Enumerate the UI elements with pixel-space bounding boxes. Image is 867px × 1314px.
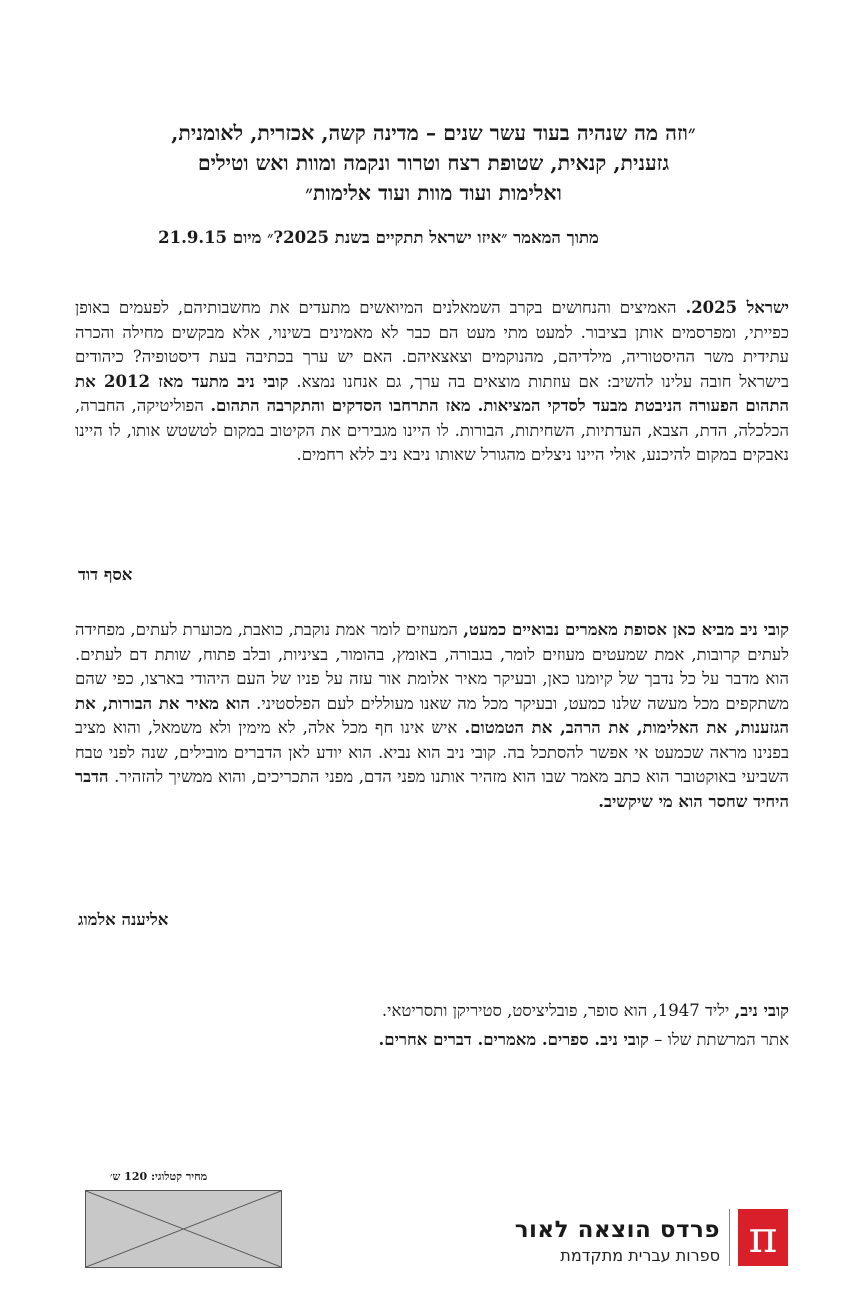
pull-quote: [60, 118, 807, 208]
quote-line-3: ואלימות ועוד מוות ועוד אלימות״: [305, 181, 562, 205]
blurb-second-emphasis-2: הדבר היחיד שחסר הוא מי שיקשיב.: [75, 767, 789, 811]
author-site-name: קובי ניב. ספרים. מאמרים. דברים אחרים.: [378, 1030, 649, 1049]
catalog-price: מחיר קטלוגי: 120 ש׳: [110, 1170, 208, 1183]
quote-source: מתוך המאמר ״איזו ישראל תתקיים בשנת 2025?״ מיום 21.9.15: [158, 228, 599, 247]
blurb-second-text-a: המעוזים לומר אמת נוקבת, כואבת, מכוערת לעתים, מפחידה לעתים קרובות, אמת שמעטים מעוזים לומר, בגבורה, באומץ, בהומור, בציניות, ובלב פתוח, שותת דם לעתים. הוא מדבר על כל נדבך של קיומנו כאן, ובעיקר מאיר אלומת אור עזה על פניו של העם היהודי בארצו, כפי שהם משתקפים מכל מעשה שלנו כמעט, ובעיקר מכל מה שאנו מעוללים לעם הפלסטיני.: [75, 620, 789, 713]
blurb-first-lead: ישראל 2025.: [685, 298, 789, 317]
publisher-tagline: ספרות עברית מתקדמת: [560, 1246, 720, 1265]
blurb-first: [75, 296, 789, 468]
author-site-label: אתר המרשתת שלו –: [648, 1030, 789, 1049]
signature-second: אליענה אלמוג: [78, 910, 169, 929]
blurb-second-emphasis: הוא מאיר את הבורות, את הגזענות, את האלימות, את הרהב, את הטמטום.: [75, 693, 789, 737]
author-bio: [75, 996, 789, 1054]
publisher-pi-logo-icon: π: [738, 1209, 788, 1266]
author-name: קובי ניב,: [734, 1001, 789, 1020]
blurb-first-text-b: הפוליטיקה, החברה, הכלכלה, הדת, הצבא, העדתיות, השחיתות, הבורות. לו היינו מגבירים את הקיטוב במקום לטשטש אותו, לו היינו נאבקים במקום להיכנע, אולי היינו ניצלים מהגורל שאותו ניבא ניב ללא רחמים.: [75, 396, 789, 464]
signature-first: אסף דוד: [78, 565, 133, 584]
author-bio-text: יליד 1947, הוא סופר, פובליציסט, סטיריקן ותסריטאי.: [381, 1001, 735, 1020]
author-bio-line-1: [75, 996, 789, 1025]
blurb-second-lead: קובי ניב מביא כאן אסופת מאמרים נבואיים כמעט,: [463, 620, 789, 639]
quote-line-2: גזענית, קנאית, שטופת רצח וטרור ונקמה ומוות ואש וטילים: [197, 151, 670, 175]
publisher-divider: [729, 1209, 730, 1266]
blurb-second-text-b: איש אינו חף מכל אלה, לא מימין ולא משמאל, והוא מציב בפנינו מראה שכמעט אי אפשר להסתכל בה. קובי ניב הוא נביא. הוא יודע לאן הדברים מובילים, שנה לפני טבח השביעי באוקטובר הוא כתב מאמר שבו הוא מזהיר אותנו מפני הדם, מפני התכריכים, והוא ממשיך להזהיר.: [75, 718, 789, 786]
author-bio-line-2: [75, 1025, 789, 1054]
blurb-first-text-a: האמיצים והנחושים בקרב השמאלנים המיואשים מתעדים את מחשבותיהם, לפעמים באופן כפייתי, ומפרסמים אותן בציבור. למעט מתי מעט הם כבר לא מאמינים בשינוי, אלא מבקשים מחילה והכרה עתידית משר ההיסטוריה, מילדיהם, מהנוקמים וצאצאיהם. האם יש ערך בכתיבה בעת דיסטופיה? כיהודים בישראל חובה עלינו להשיב: אם עוזתות מוצאים בה ערך, גם אנחנו נמצא.: [75, 298, 790, 391]
blurb-second: [75, 618, 789, 814]
barcode-placeholder: [85, 1190, 282, 1268]
publisher-name: פרדס הוצאה לאור: [514, 1217, 720, 1243]
barcode-cross-icon: [86, 1191, 281, 1267]
blurb-first-emphasis: קובי ניב מתעד מאז 2012 את התהום הפעורה הניבטת מבעד לסדקי המציאות. מאז התרחבו הסדקים והתקרבה התהום.: [75, 371, 789, 415]
quote-line-1: ״וזה מה שנהיה בעוד עשר שנים – מדינה קשה, אכזרית, לאומנית,: [171, 121, 696, 145]
